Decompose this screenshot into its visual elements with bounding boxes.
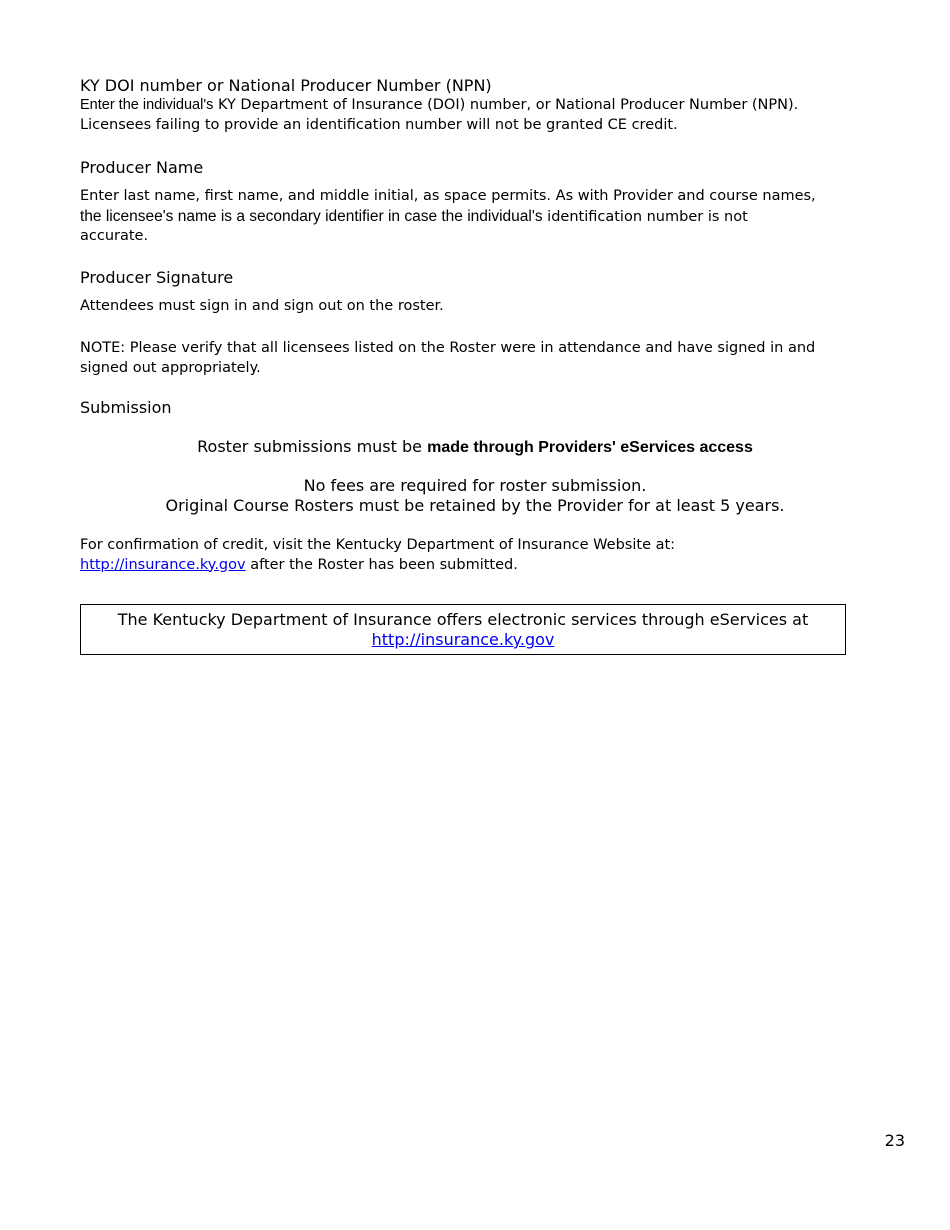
producer-signature-heading: Producer Signature — [80, 268, 234, 287]
confirmation-text — [80, 536, 860, 575]
producer-signature-text: Attendees must sign in and sign out on the roster. — [80, 298, 444, 314]
eservices-notice-text: The Kentucky Department of Insurance offers electronic services through eServices at — [117, 610, 809, 629]
submission-line1-start: Roster submissions must be — [197, 437, 428, 456]
producer-name-heading: Producer Name — [80, 158, 204, 177]
submission-line1-bold: made through Providers' eServices access — [427, 439, 753, 456]
ky-doi-line2: Licensees failing to provide an identification number will not be granted CE credit. — [80, 116, 678, 133]
ky-doi-line1-end: KY Department of Insurance (DOI) number, or National Producer Number (NPN). — [213, 97, 799, 113]
ky-doi-description — [80, 96, 860, 135]
page-number: 23 — [884, 1131, 905, 1150]
ky-doi-line1-start: Enter the individual's — [80, 97, 214, 113]
submission-line3: Original Course Rosters must be retained by the Provider for at least 5 years. — [165, 496, 785, 515]
producer-name-line2-start: the licensee's name is a secondary identifier in case the individual's — [80, 207, 543, 225]
confirmation-link[interactable]: http://insurance.ky.gov — [80, 556, 246, 573]
confirmation-line1: For confirmation of credit, visit the Kentucky Department of Insurance Website at: — [80, 537, 676, 553]
note-text: NOTE: Please verify that all licensees listed on the Roster were in attendance and have signed in and signed out appropriately. — [80, 340, 816, 376]
producer-name-description — [80, 187, 860, 247]
eservices-notice-box — [80, 604, 846, 655]
submission-line1 — [80, 437, 870, 458]
confirmation-line2: after the Roster has been submitted. — [245, 556, 518, 573]
submission-line2: No fees are required for roster submission. — [303, 476, 647, 495]
submission-heading: Submission — [80, 398, 172, 417]
producer-name-line2-end: identification number is not — [542, 208, 748, 225]
eservices-notice-link[interactable]: http://insurance.ky.gov — [371, 630, 555, 649]
producer-name-line3: accurate. — [80, 228, 149, 244]
ky-doi-heading: KY DOI number or National Producer Number (NPN) — [80, 76, 492, 95]
producer-name-line1: Enter last name, first name, and middle initial, as space permits. As with Provider and course names, — [80, 188, 816, 204]
